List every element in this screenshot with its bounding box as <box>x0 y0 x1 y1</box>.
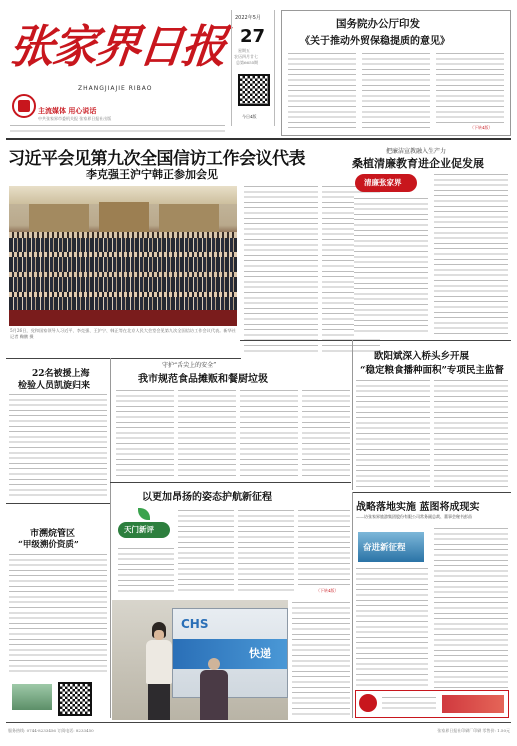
garbage-headline: 我市规范食品摊贩和餐厨垃圾 <box>138 374 268 385</box>
qr-code-icon <box>238 74 270 106</box>
journey-badge-label: 天门新评 <box>124 525 154 534</box>
date-weekday: 星期五 <box>238 48 250 53</box>
promo-image <box>12 684 52 710</box>
masthead-title: 张家界日报 <box>6 20 228 73</box>
journey-badge <box>118 508 170 540</box>
left1-headline-2: 检验人员凯旋归来 <box>18 381 91 391</box>
left1-headline-1: 22名被援上海 <box>32 369 90 379</box>
side-badge <box>355 174 417 192</box>
strategy-headline: 战略落地实施 蓝图将成现实 <box>356 502 480 513</box>
truck-side-text: 快递 <box>249 647 271 660</box>
person-elder <box>196 658 232 720</box>
date-lunar: 农历四月廿七 <box>234 54 258 59</box>
date-day: 27 <box>240 26 266 47</box>
ad-banner <box>355 690 509 718</box>
side-badge-label: 清廉张家界 <box>364 178 402 187</box>
ouyang-headline-1: 欧阳斌深入桥头乡开展 <box>374 351 470 362</box>
masthead-tagline: 主流媒体 用心说话 <box>38 107 97 115</box>
footer-left: 服务热线: 0744-8233456 订阅电话: 8233450 <box>8 728 94 733</box>
promo-qr-code-icon <box>58 682 92 716</box>
strategy-badge-label: 奋进新征程 <box>363 543 406 553</box>
lead-subhead: 李克强王沪宁韩正参加会见 <box>86 168 218 181</box>
person-courier <box>142 622 176 720</box>
top-right-story <box>281 10 511 136</box>
masthead <box>6 6 228 136</box>
left2-headline-2: “甲级溯价资质” <box>18 540 79 550</box>
ouyang-headline-2: “稳定粮食播种面积”专项民主监督 <box>360 365 504 376</box>
date-pages: 今日4版 <box>242 114 257 119</box>
date-line: 2022年5月 <box>235 15 261 21</box>
lead-photo <box>9 186 237 326</box>
side-kicker: 把廉洁宣教融入生产力 <box>386 148 447 155</box>
date-issue: 总第6655期 <box>236 60 259 65</box>
strategy-badge <box>358 532 424 562</box>
journey-headline: 以更加昂扬的姿态护航新征程 <box>142 492 272 503</box>
masthead-publisher: 中共张家界市委机关报 张家界日报社出版 <box>38 116 112 121</box>
lead-caption: 5月26日，党和国家领导人习近平、李克强、王沪宁、韩正等在北京人民大会堂会见第九次全国信访工作会议代表。新华社记者 鞠鹏 摄 <box>10 328 236 339</box>
logo-emblem-inner <box>18 100 30 112</box>
footer-right: 张家界日报社印刷厂印刷 零售价: 1.50元 <box>437 728 510 733</box>
ad-logo-icon <box>359 694 377 712</box>
top-right-continue: （下转4版） <box>470 125 493 130</box>
garbage-kicker: 守护“舌尖上的安全” <box>162 362 217 369</box>
journey-continue: （下转4版） <box>316 588 339 593</box>
lead-headline: 习近平会见第九次全国信访工作会议代表 <box>8 149 305 169</box>
side-headline: 桑植清廉教育进企业促发展 <box>352 157 484 170</box>
top-right-title-2: 《关于推动外贸保稳提质的意见》 <box>300 36 450 47</box>
top-right-title-1: 国务院办公厅印发 <box>336 18 420 30</box>
leaf-icon <box>138 508 150 520</box>
date-box <box>231 10 275 126</box>
left2-headline-1: 市溯烷管区 <box>30 529 76 539</box>
masthead-pinyin: ZHANGJIAJIE RIBAO <box>78 85 153 92</box>
truck-label: CHS <box>181 617 209 631</box>
strategy-subhead: ——访张家界旅游集团股份有限公司常务副总裁、董事会秘书彭苗 <box>356 514 472 519</box>
bottom-photo <box>112 600 288 720</box>
